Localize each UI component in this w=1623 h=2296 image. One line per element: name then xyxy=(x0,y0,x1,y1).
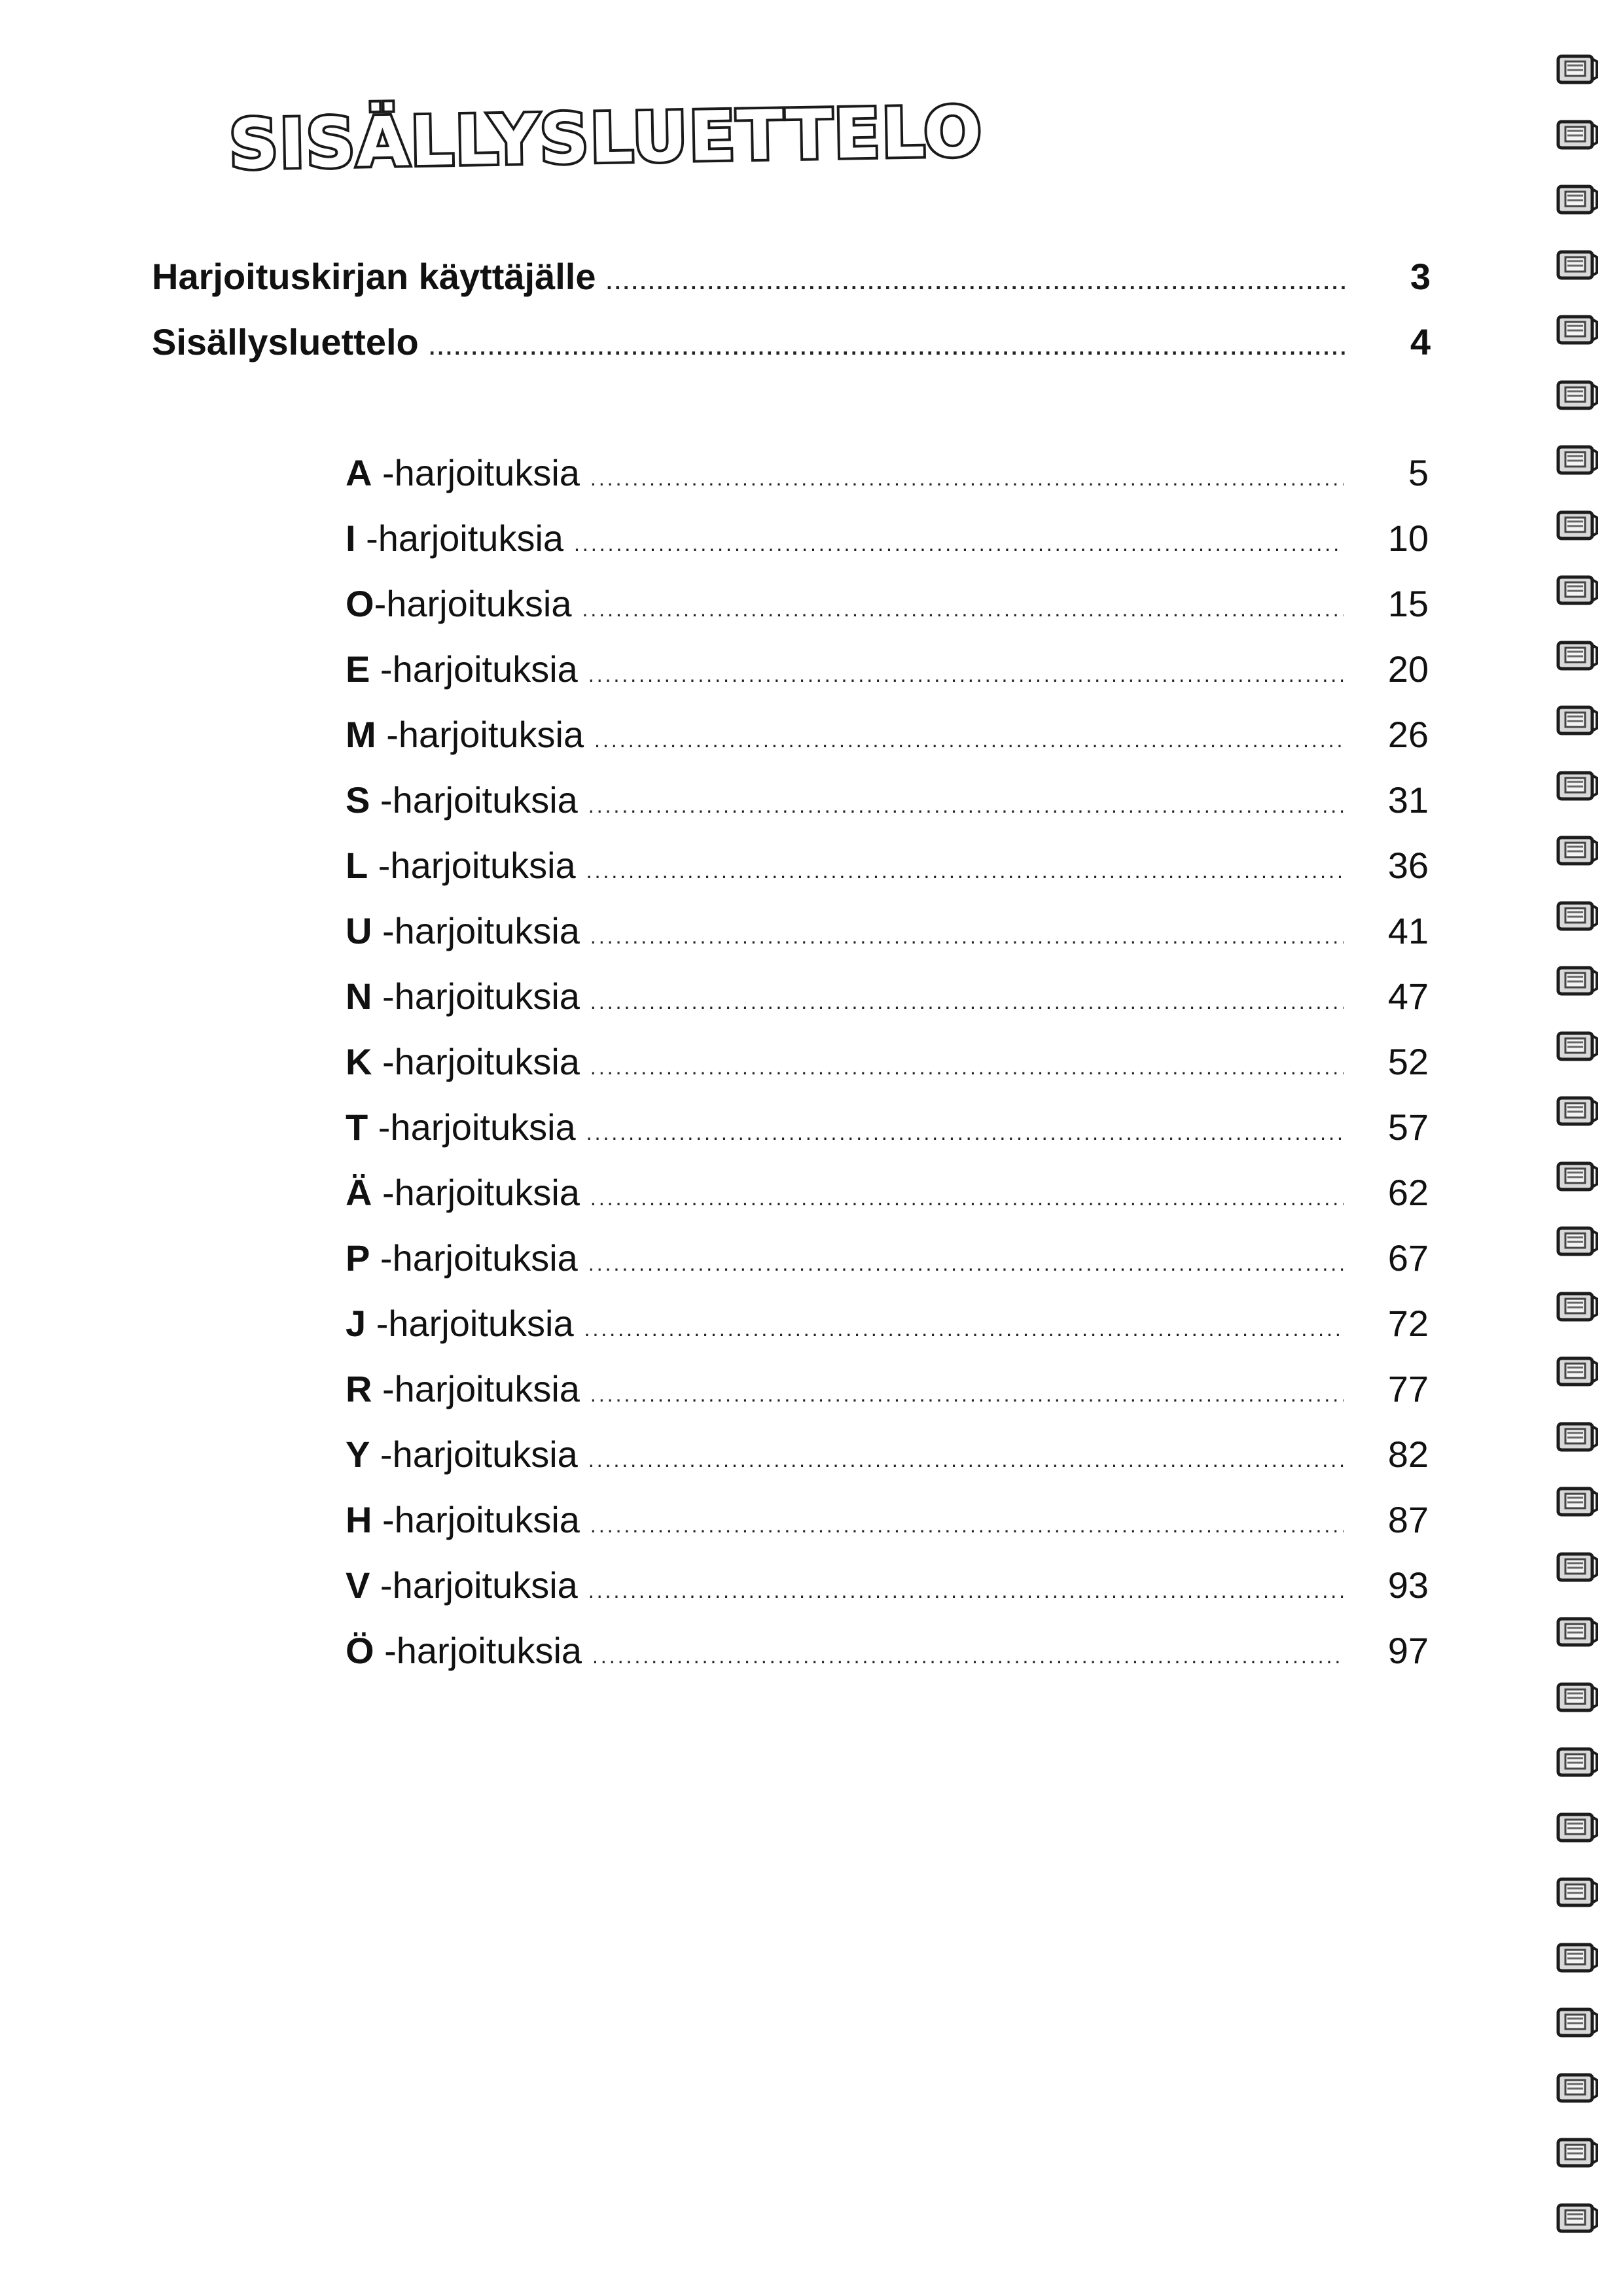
spiral-binding-coil-icon xyxy=(1556,1875,1598,1909)
dot-leader xyxy=(607,270,1346,294)
toc-entry-page: 36 xyxy=(1387,845,1429,886)
toc-entry-letter: R xyxy=(346,1368,372,1409)
toc-entry xyxy=(346,1564,1429,1606)
spiral-binding-coil-icon xyxy=(1556,118,1598,152)
toc-entry-page: 41 xyxy=(1387,910,1429,951)
spiral-binding-coil-icon xyxy=(1556,2005,1598,2040)
dot-leader xyxy=(582,597,1344,622)
dot-leader xyxy=(588,663,1344,687)
spiral-binding-coil-icon xyxy=(1556,508,1598,542)
spiral-binding-coil-icon xyxy=(1556,52,1598,86)
dot-leader xyxy=(588,1579,1344,1603)
toc-entry-label: -harjoituksia xyxy=(372,1041,580,1082)
toc-entry-page: 15 xyxy=(1387,583,1429,624)
dot-leader xyxy=(590,1513,1344,1538)
toc-entry xyxy=(346,1040,1429,1083)
toc-entry-page: 57 xyxy=(1387,1106,1429,1148)
toc-entry-letter: M xyxy=(346,714,376,755)
dot-leader xyxy=(590,1383,1344,1407)
toc-entry-page: 62 xyxy=(1387,1172,1429,1213)
toc-entry-page: 93 xyxy=(1387,1564,1429,1606)
toc-entry-label: -harjoituksia xyxy=(376,714,584,755)
toc-entry-label: -harjoituksia xyxy=(372,452,580,493)
toc-entry-label: -harjoituksia xyxy=(355,518,564,559)
dot-leader xyxy=(590,467,1344,491)
toc-entry-page: 31 xyxy=(1387,779,1429,821)
toc-entry xyxy=(346,1302,1429,1345)
page-title: SISÄLLYSLUETTELO xyxy=(228,91,984,185)
spiral-binding-coil-icon xyxy=(1556,2071,1598,2105)
spiral-binding-coil-icon xyxy=(1556,1224,1598,1258)
toc-entry-page: 4 xyxy=(1410,321,1431,362)
spiral-binding-coil-icon xyxy=(1556,1029,1598,1063)
toc-entry xyxy=(346,648,1429,690)
toc-entry-label: -harjoituksia xyxy=(368,1106,576,1148)
toc-entry-letter: V xyxy=(346,1564,370,1606)
spiral-binding xyxy=(1556,52,1603,2277)
toc-entry-page: 52 xyxy=(1387,1041,1429,1082)
toc-entry xyxy=(346,1171,1429,1214)
toc-entry-page: 67 xyxy=(1387,1237,1429,1279)
toc-entry-page: 82 xyxy=(1387,1434,1429,1475)
dot-leader xyxy=(586,1121,1344,1145)
dot-leader xyxy=(429,336,1346,360)
toc-entry-letter: L xyxy=(346,845,368,886)
toc-entry-label: -harjoituksia xyxy=(370,1237,578,1279)
toc-entry-label: -harjoituksia xyxy=(370,1564,578,1606)
toc-entry-label: Sisällysluettelo xyxy=(152,321,419,362)
toc-entry xyxy=(346,1433,1429,1475)
toc-entry xyxy=(346,910,1429,952)
toc-entry-letter: K xyxy=(346,1041,372,1082)
toc-entry-label: -harjoituksia xyxy=(372,1499,580,1540)
toc-entry-letter: U xyxy=(346,910,372,951)
toc-entry-letter: N xyxy=(346,976,372,1017)
dot-leader xyxy=(590,925,1344,949)
toc-entry-label: -harjoituksia xyxy=(372,1172,580,1213)
dot-leader xyxy=(590,1055,1344,1080)
toc-entry-label: Harjoituskirjan käyttäjälle xyxy=(152,256,596,297)
toc-entry-page: 87 xyxy=(1387,1499,1429,1540)
toc-entry xyxy=(346,1498,1429,1541)
toc-entry xyxy=(346,582,1429,625)
spiral-binding-coil-icon xyxy=(1556,443,1598,477)
toc-entry xyxy=(346,1237,1429,1279)
spiral-binding-coil-icon xyxy=(1556,573,1598,607)
toc-entry-label: -harjoituksia xyxy=(372,976,580,1017)
toc-entry-letter: T xyxy=(346,1106,368,1148)
spiral-binding-coil-icon xyxy=(1556,183,1598,217)
spiral-binding-coil-icon xyxy=(1556,313,1598,347)
toc-entry-label: -harjoituksia xyxy=(370,1434,578,1475)
spiral-binding-coil-icon xyxy=(1556,1354,1598,1388)
toc-entry xyxy=(346,517,1429,559)
toc-entry-label: -harjoituksia xyxy=(368,845,576,886)
toc-entry-page: 72 xyxy=(1387,1303,1429,1344)
toc-entry xyxy=(346,975,1429,1017)
toc-entry-letter: E xyxy=(346,648,370,690)
toc-entry-letter: Y xyxy=(346,1434,370,1475)
dot-leader xyxy=(588,794,1344,818)
spiral-binding-coil-icon xyxy=(1556,378,1598,412)
toc-entry-letter: Ö xyxy=(346,1630,374,1671)
spiral-binding-coil-icon xyxy=(1556,834,1598,868)
toc-entry xyxy=(346,844,1429,887)
dot-leader xyxy=(592,1644,1344,1669)
toc-entry-page: 20 xyxy=(1387,648,1429,690)
spiral-binding-coil-icon xyxy=(1556,1420,1598,1454)
toc-entry-letter: A xyxy=(346,452,372,493)
toc-entry-letter: O xyxy=(346,583,374,624)
toc-entry-page: 10 xyxy=(1387,518,1429,559)
toc-entry-label: -harjoituksia xyxy=(372,1368,580,1409)
toc-entry-page: 3 xyxy=(1410,256,1431,297)
toc-entry-letter: J xyxy=(346,1303,366,1344)
toc-entry xyxy=(346,451,1429,494)
toc-entry-label: -harjoituksia xyxy=(370,779,578,821)
toc-entry xyxy=(346,1106,1429,1148)
spiral-binding-coil-icon xyxy=(1556,1810,1598,1845)
toc-entry-page: 47 xyxy=(1387,976,1429,1017)
spiral-binding-coil-icon xyxy=(1556,1094,1598,1128)
dot-leader xyxy=(588,1252,1344,1276)
toc-entry-letter: S xyxy=(346,779,370,821)
toc-entry-page: 77 xyxy=(1387,1368,1429,1409)
dot-leader xyxy=(594,728,1344,752)
toc-entry xyxy=(346,1368,1429,1410)
toc-entry-letter: I xyxy=(346,518,356,559)
dot-leader xyxy=(590,1186,1344,1210)
toc-entry-letter: P xyxy=(346,1237,370,1279)
spiral-binding-coil-icon xyxy=(1556,1290,1598,1324)
toc-entry xyxy=(152,255,1431,298)
toc-entry-label: -harjoituksia xyxy=(374,583,572,624)
toc-entry-label: -harjoituksia xyxy=(374,1630,582,1671)
spiral-binding-coil-icon xyxy=(1556,899,1598,933)
spiral-binding-coil-icon xyxy=(1556,1159,1598,1193)
toc-entry xyxy=(152,321,1431,363)
toc-entry xyxy=(346,779,1429,821)
spiral-binding-coil-icon xyxy=(1556,769,1598,803)
spiral-binding-coil-icon xyxy=(1556,703,1598,737)
toc-entry-page: 5 xyxy=(1408,452,1429,493)
dot-leader xyxy=(586,859,1344,883)
spiral-binding-coil-icon xyxy=(1556,1745,1598,1779)
toc-entry xyxy=(346,1629,1429,1672)
spiral-binding-coil-icon xyxy=(1556,1550,1598,1584)
dot-leader xyxy=(588,1448,1344,1472)
toc-entry-page: 26 xyxy=(1387,714,1429,755)
dot-leader xyxy=(584,1317,1344,1341)
spiral-binding-coil-icon xyxy=(1556,1485,1598,1519)
spiral-binding-coil-icon xyxy=(1556,248,1598,282)
dot-leader xyxy=(574,532,1344,556)
spiral-binding-coil-icon xyxy=(1556,964,1598,998)
toc-entry-page: 97 xyxy=(1387,1630,1429,1671)
toc-entry xyxy=(346,713,1429,756)
spiral-binding-coil-icon xyxy=(1556,1941,1598,1975)
toc-entry-label: -harjoituksia xyxy=(372,910,580,951)
spiral-binding-coil-icon xyxy=(1556,639,1598,673)
dot-leader xyxy=(590,990,1344,1014)
toc-entry-letter: H xyxy=(346,1499,372,1540)
spiral-binding-coil-icon xyxy=(1556,2136,1598,2170)
spiral-binding-coil-icon xyxy=(1556,1680,1598,1714)
toc-entry-label: -harjoituksia xyxy=(370,648,578,690)
spiral-binding-coil-icon xyxy=(1556,1615,1598,1649)
toc-entry-letter: Ä xyxy=(346,1172,372,1213)
toc-entry-label: -harjoituksia xyxy=(366,1303,574,1344)
spiral-binding-coil-icon xyxy=(1556,2201,1598,2235)
